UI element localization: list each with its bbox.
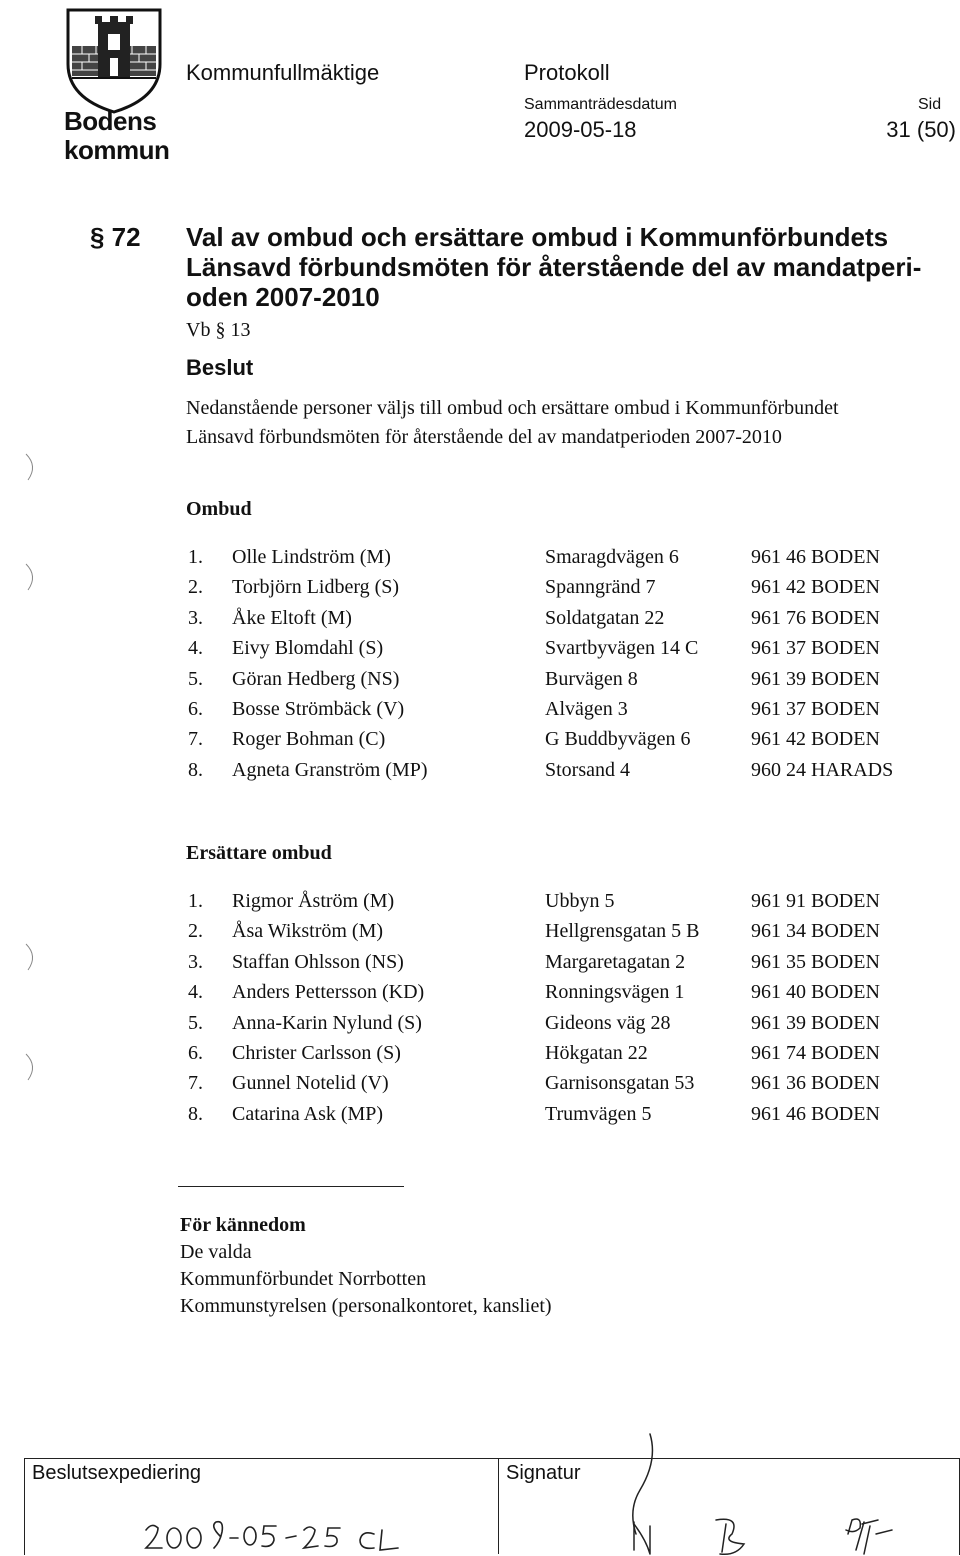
item-number: 4.	[188, 637, 203, 660]
item-number: 3.	[188, 950, 203, 973]
item-number: 1.	[188, 890, 203, 912]
item-number: 6.	[188, 1042, 203, 1064]
section-title-line: oden 2007-2010	[186, 282, 380, 312]
postal-address: 961 42 BODEN	[751, 728, 880, 751]
street-address: Alvägen 3	[545, 698, 628, 720]
ersattare-heading: Ersättare ombud	[186, 842, 332, 864]
list-item	[0, 1012, 960, 1042]
person-name: Torbjörn Lidberg (S)	[232, 576, 400, 599]
person-name: Christer Carlsson (S)	[232, 1042, 401, 1064]
postal-address: 961 74 BODEN	[751, 1042, 880, 1064]
postal-address: 961 46 BODEN	[751, 546, 880, 568]
postal-address: 961 39 BODEN	[751, 1011, 880, 1034]
street-address: Garnisonsgatan 53	[545, 1072, 695, 1095]
item-number: 8.	[188, 1102, 203, 1125]
vb-reference: Vb § 13	[186, 319, 251, 341]
decision-text-line: Länsavd förbundsmöten för återstående del av mandatperioden 2007-2010	[186, 426, 782, 448]
postal-address: 961 37 BODEN	[751, 637, 880, 660]
postal-address: 961 76 BODEN	[751, 606, 880, 629]
postal-address: 961 37 BODEN	[751, 698, 880, 720]
paragraph-reference: § 72	[90, 222, 141, 252]
meeting-date: 2009-05-18	[524, 117, 637, 142]
item-number: 2.	[188, 576, 203, 599]
street-address: Ronningsvägen 1	[545, 981, 685, 1004]
item-number: 5.	[188, 1011, 203, 1034]
person-name: Bosse Strömbäck (V)	[232, 698, 405, 720]
distribution-line: Kommunstyrelsen (personalkontoret, kansliet)	[180, 1295, 552, 1317]
person-name: Åsa Wikström (M)	[232, 920, 384, 943]
section-title-line: Val av ombud och ersättare ombud i Kommunförbundets	[186, 222, 889, 252]
person-name: Åke Eltoft (M)	[232, 606, 352, 629]
list-item	[0, 951, 960, 981]
page-label: Sid	[918, 96, 942, 113]
margin-mark-icon	[22, 450, 42, 484]
list-item	[0, 576, 960, 606]
margin-mark-icon	[22, 1050, 42, 1084]
list-item	[0, 759, 960, 789]
page-number: 31 (50)	[886, 117, 956, 142]
postal-address: 960 24 HARADS	[751, 758, 894, 781]
list-item	[0, 607, 960, 637]
item-number: 5.	[188, 667, 203, 690]
list-item	[0, 1103, 960, 1133]
municipality-name	[64, 107, 169, 165]
handwritten-date	[24, 1500, 494, 1556]
municipality-line-1: Bodens	[64, 106, 157, 136]
person-name: Eivy Blomdahl (S)	[232, 637, 384, 660]
person-name: Olle Lindström (M)	[232, 546, 391, 568]
person-name: Rigmor Åström (M)	[232, 890, 395, 912]
section-title-line: Länsavd förbundsmöten för återstående del av mandatperi-	[186, 252, 922, 282]
postal-address: 961 35 BODEN	[751, 950, 880, 973]
document-type: Protokoll	[524, 60, 610, 85]
street-address: Gideons väg 28	[545, 1011, 671, 1034]
beslutsexpediering-label: Beslutsexpediering	[32, 1462, 201, 1484]
list-item	[0, 1072, 960, 1102]
street-address: Soldatgatan 22	[545, 606, 665, 629]
list-item	[0, 698, 960, 728]
section-title	[186, 222, 926, 312]
margin-mark-icon	[22, 560, 42, 594]
list-item	[0, 668, 960, 698]
distribution-line: Kommunförbundet Norrbotten	[180, 1268, 427, 1290]
coat-of-arms-icon	[62, 6, 166, 114]
item-number: 7.	[188, 1072, 203, 1095]
distribution-line: De valda	[180, 1241, 252, 1263]
postal-address: 961 40 BODEN	[751, 981, 880, 1004]
street-address: Svartbyvägen 14 C	[545, 637, 699, 660]
person-name: Agneta Granström (MP)	[232, 758, 428, 781]
street-address: Burvägen 8	[545, 667, 638, 690]
item-number: 8.	[188, 758, 203, 781]
postal-address: 961 91 BODEN	[751, 890, 880, 912]
footer-divider	[498, 1458, 499, 1554]
municipality-line-2: kommun	[64, 135, 170, 165]
postal-address: 961 46 BODEN	[751, 1102, 880, 1125]
list-item	[0, 1042, 960, 1072]
body-name: Kommunfullmäktige	[186, 60, 380, 85]
distribution-heading: För kännedom	[180, 1214, 306, 1236]
street-address: Hellgrensgatan 5 B	[545, 920, 700, 943]
street-address: Storsand 4	[545, 758, 630, 781]
person-name: Catarina Ask (MP)	[232, 1102, 384, 1125]
list-item	[0, 637, 960, 667]
postal-address: 961 39 BODEN	[751, 667, 880, 690]
postal-address: 961 42 BODEN	[751, 576, 880, 599]
meeting-date-label: Sammanträdesdatum	[524, 96, 677, 113]
person-name: Gunnel Notelid (V)	[232, 1072, 389, 1095]
street-address: G Buddbyvägen 6	[545, 728, 691, 751]
person-name: Roger Bohman (C)	[232, 728, 386, 751]
margin-mark-icon	[22, 940, 42, 974]
list-item	[0, 920, 960, 950]
person-name: Anders Pettersson (KD)	[232, 981, 425, 1004]
decision-text-line: Nedanstående personer väljs till ombud och ersättare ombud i Kommunförbundet	[186, 397, 839, 419]
street-address: Trumvägen 5	[545, 1102, 652, 1125]
street-address: Hökgatan 22	[545, 1042, 648, 1064]
list-item	[0, 728, 960, 758]
postal-address: 961 34 BODEN	[751, 920, 880, 943]
list-item	[0, 890, 960, 920]
item-number: 6.	[188, 698, 203, 720]
item-number: 2.	[188, 920, 203, 943]
postal-address: 961 36 BODEN	[751, 1072, 880, 1095]
decision-heading: Beslut	[186, 355, 254, 380]
street-address: Spanngränd 7	[545, 576, 656, 599]
list-item	[0, 981, 960, 1011]
ombud-heading: Ombud	[186, 498, 252, 520]
signatures	[500, 1430, 958, 1556]
item-number: 1.	[188, 546, 203, 568]
signature-label: Signatur	[506, 1462, 581, 1484]
street-address: Smaragdvägen 6	[545, 546, 679, 568]
person-name: Göran Hedberg (NS)	[232, 667, 400, 690]
street-address: Ubbyn 5	[545, 890, 615, 912]
street-address: Margaretagatan 2	[545, 950, 686, 973]
list-item	[0, 546, 960, 576]
divider	[178, 1186, 404, 1187]
item-number: 7.	[188, 728, 203, 751]
person-name: Anna-Karin Nylund (S)	[232, 1011, 422, 1034]
person-name: Staffan Ohlsson (NS)	[232, 950, 404, 973]
item-number: 4.	[188, 981, 203, 1004]
item-number: 3.	[188, 606, 203, 629]
